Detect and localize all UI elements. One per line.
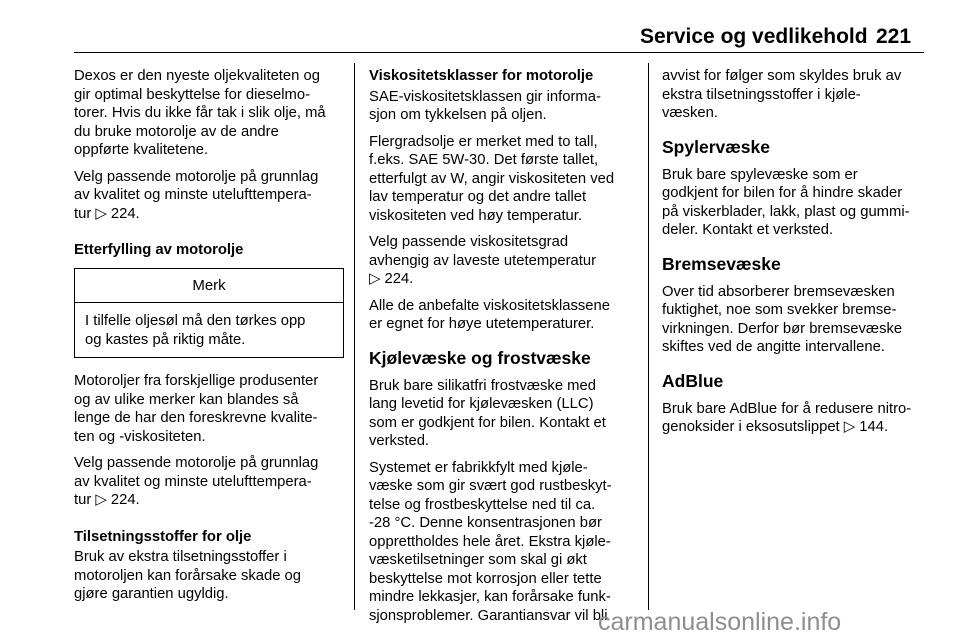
heading-viscosity-classes: Viskositetsklasser for motorolje: [369, 68, 594, 84]
watermark: carmanualsonline.info: [598, 608, 842, 636]
paragraph-recommended-classes: Alle de anbefalte viskositetsklassene er egnet for høye utetemperaturer.: [369, 297, 610, 332]
note-box: [74, 268, 344, 359]
note-title: Merk: [75, 269, 343, 304]
note-body: I tilfelle oljesøl må den tørkes opp og kastes på riktig måte.: [85, 313, 306, 348]
section-coolant: Kjølevæske og frostvæske: [369, 347, 591, 368]
column-3: [662, 67, 932, 445]
paragraph-washer-fluid: Bruk bare spylevæske som er godkjent for bilen for å hindre skader på viskerblader, lakk, plast og gummi- deler. Kontakt et verksted.: [662, 166, 910, 238]
intro-paragraph: Dexos er den nyeste oljekvaliteten og gir optimal beskyttelse for dieselmo- torer. Hvis du ikke får tak i slik olje, må du bruke motorolje av de andre oppførte kvalitetene.: [74, 68, 326, 158]
column-1: [74, 67, 344, 612]
heading-topping-up-oil: Etterfylling av motorolje: [74, 242, 244, 258]
column-2: [369, 67, 641, 633]
column-divider-2: [648, 63, 649, 610]
paragraph-grade-selection-2: Velg passende motorolje på grunnlag av kvalitet og minste utelufttempera- tur ▷ 224.: [74, 455, 319, 508]
column-divider-1: [354, 63, 355, 610]
section-washer-fluid: Spylervæske: [662, 136, 770, 157]
paragraph-adblue: Bruk bare AdBlue for å redusere nitro- genoksider i eksosutslippet ▷ 144.: [662, 400, 912, 435]
paragraph-viscosity-selection: Velg passende viskositetsgrad avhengig av laveste utetemperatur ▷ 224.: [369, 234, 597, 287]
paragraph-brake-fluid: Over tid absorberer bremsevæsken fuktighet, noe som svekker bremse- virkningen. Derfor bør bremsevæske skiftes ved de angitte intervallene.: [662, 283, 903, 355]
heading-oil-additives: Tilsetningsstoffer for olje: [74, 528, 252, 545]
paragraph-mixing-oils: Motoroljer fra forskjellige produsenter og av ulike merker kan blandes så lenge de har den foreskrevne kvalite- ten og -viskositeten.: [74, 373, 319, 445]
paragraph-coolant-type: Bruk bare silikatfri frostvæske med lang levetid for kjølevæsken (LLC) som er godkjent for bilen. Kontakt et verksted.: [369, 377, 606, 449]
paragraph-sae-class: SAE-viskositetsklassen gir informa- sjon om tykkelsen på oljen.: [369, 88, 601, 123]
page-number: 221: [876, 25, 912, 48]
section-adblue: AdBlue: [662, 370, 724, 391]
page-header-title: Service og vedlikehold: [640, 25, 868, 48]
paragraph-multigrade: Flergradsolje er merket med to tall, f.eks. SAE 5W-30. Det første tallet, etterfulgt av W, angir viskositeten ved lav temperatur og det andre tallet viskositeten ved høy temperatur.: [369, 133, 615, 224]
header-divider: [74, 52, 924, 53]
paragraph-grade-selection: Velg passende motorolje på grunnlag av kvalitet og minste utelufttempera- tur ▷ 224.: [74, 168, 319, 222]
section-brake-fluid: Bremsevæske: [662, 253, 781, 274]
paragraph-coolant-system: Systemet er fabrikkfylt med kjøle- væske som gir svært god rustbeskyt- telse og frostbeskyttelse ned til ca. -28 °C. Denne konsentrasjonen bør opprettholdes hele året. Ekstra kjøle- væsketilsetninger som skal gi økt beskyttelse mot korrosjon eller tette mindre lekkasjer, kan forårsake funk- sjonsproblemer. Garantiansvar vil bli: [369, 459, 612, 624]
paragraph-warranty-continued: avvist for følger som skyldes bruk av ekstra tilsetningsstoffer i kjøle- væsken.: [662, 68, 902, 121]
paragraph-additives: Bruk av ekstra tilsetningsstoffer i motoroljen kan forårsake skade og gjøre garantien ugyldig.: [74, 549, 302, 602]
